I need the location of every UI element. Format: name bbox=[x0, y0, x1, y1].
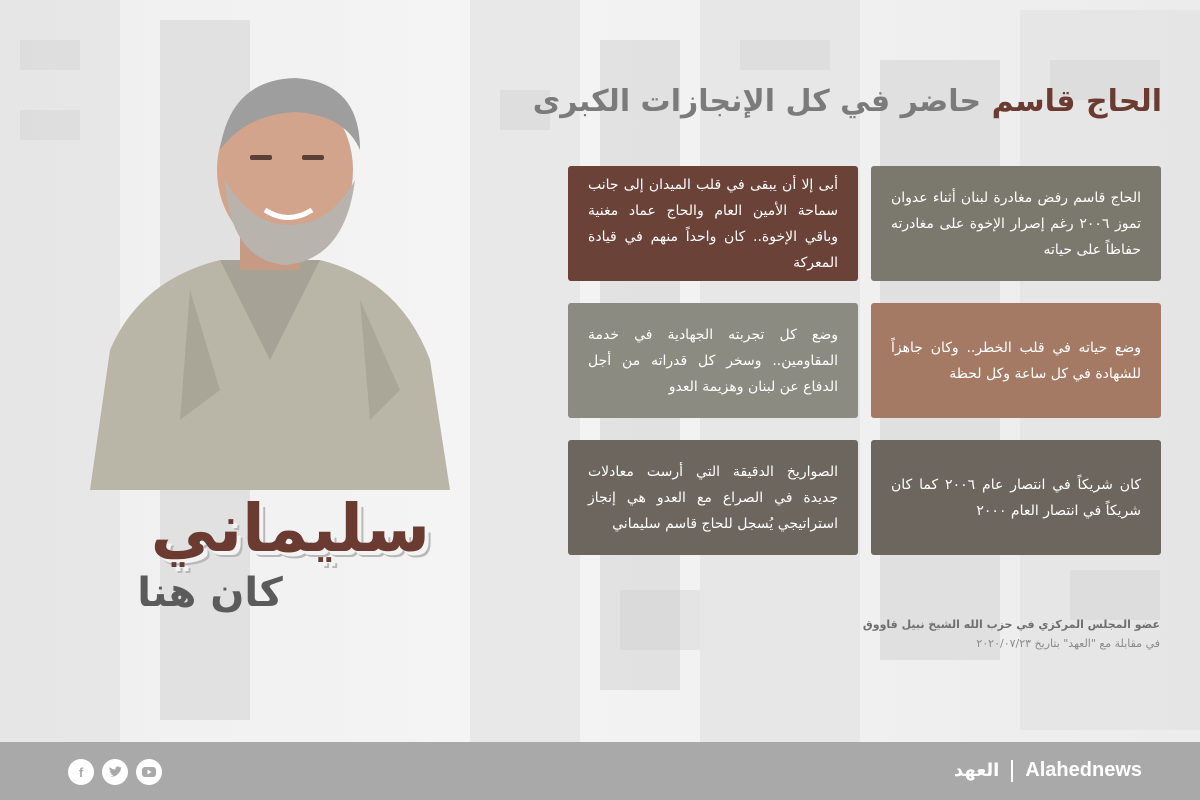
logo-english: Alahednews bbox=[1025, 759, 1142, 781]
brand-logo[interactable] bbox=[954, 759, 1142, 782]
info-box-5: كان شريكاً في انتصار عام ٢٠٠٦ كما كان شريكاً في انتصار العام ٢٠٠٠ bbox=[871, 440, 1161, 555]
headline-rest: حاضر في كل الإنجازات الكبرى bbox=[532, 84, 982, 119]
logo-arabic: العهد bbox=[953, 760, 1000, 781]
social-links bbox=[68, 759, 162, 785]
headline-accent: الحاج قاسم bbox=[991, 84, 1162, 119]
info-box-6: الصواريخ الدقيقة التي أرست معادلات جديدة في الصراع مع العدو هي إنجاز استراتيجي يُسجل للحاج قاسم سليماني bbox=[568, 440, 858, 555]
headline bbox=[532, 84, 1162, 119]
source-speaker: عضو المجلس المركزي في حزب الله الشيخ نبيل قاووق bbox=[862, 618, 1160, 631]
footer-bar bbox=[0, 742, 1200, 800]
brand-title: سليماني bbox=[150, 490, 430, 567]
facebook-icon[interactable]: f bbox=[68, 759, 94, 785]
info-box-4: وضع كل تجربته الجهادية في خدمة المقاومين.. وسخر كل قدراته من أجل الدفاع عن لبنان وهزيمة العدو bbox=[568, 303, 858, 418]
info-box-3: وضع حياته في قلب الخطر.. وكان جاهزاً للشهادة في كل ساعة وكل لحظة bbox=[871, 303, 1161, 418]
logo-divider bbox=[1011, 760, 1013, 782]
portrait-photo bbox=[70, 60, 450, 490]
info-box-1: الحاج قاسم رفض مغادرة لبنان أثناء عدوان تموز ٢٠٠٦ رغم إصرار الإخوة على مغادرته حفاظاً على حياته bbox=[871, 166, 1161, 281]
youtube-icon[interactable] bbox=[136, 759, 162, 785]
twitter-icon[interactable] bbox=[102, 759, 128, 785]
info-box-2: أبى إلا أن يبقى في قلب الميدان إلى جانب سماحة الأمين العام والحاج عماد مغنية وباقي الإخوة.. كان واحداً منهم في قيادة المعركة bbox=[568, 166, 858, 281]
source-date: في مقابلة مع "العهد" بتاريخ ٢٠٢٠/٠٧/٢٣ bbox=[976, 637, 1160, 650]
source-citation bbox=[740, 618, 1160, 650]
brand-subtitle: كان هنا bbox=[137, 570, 283, 616]
